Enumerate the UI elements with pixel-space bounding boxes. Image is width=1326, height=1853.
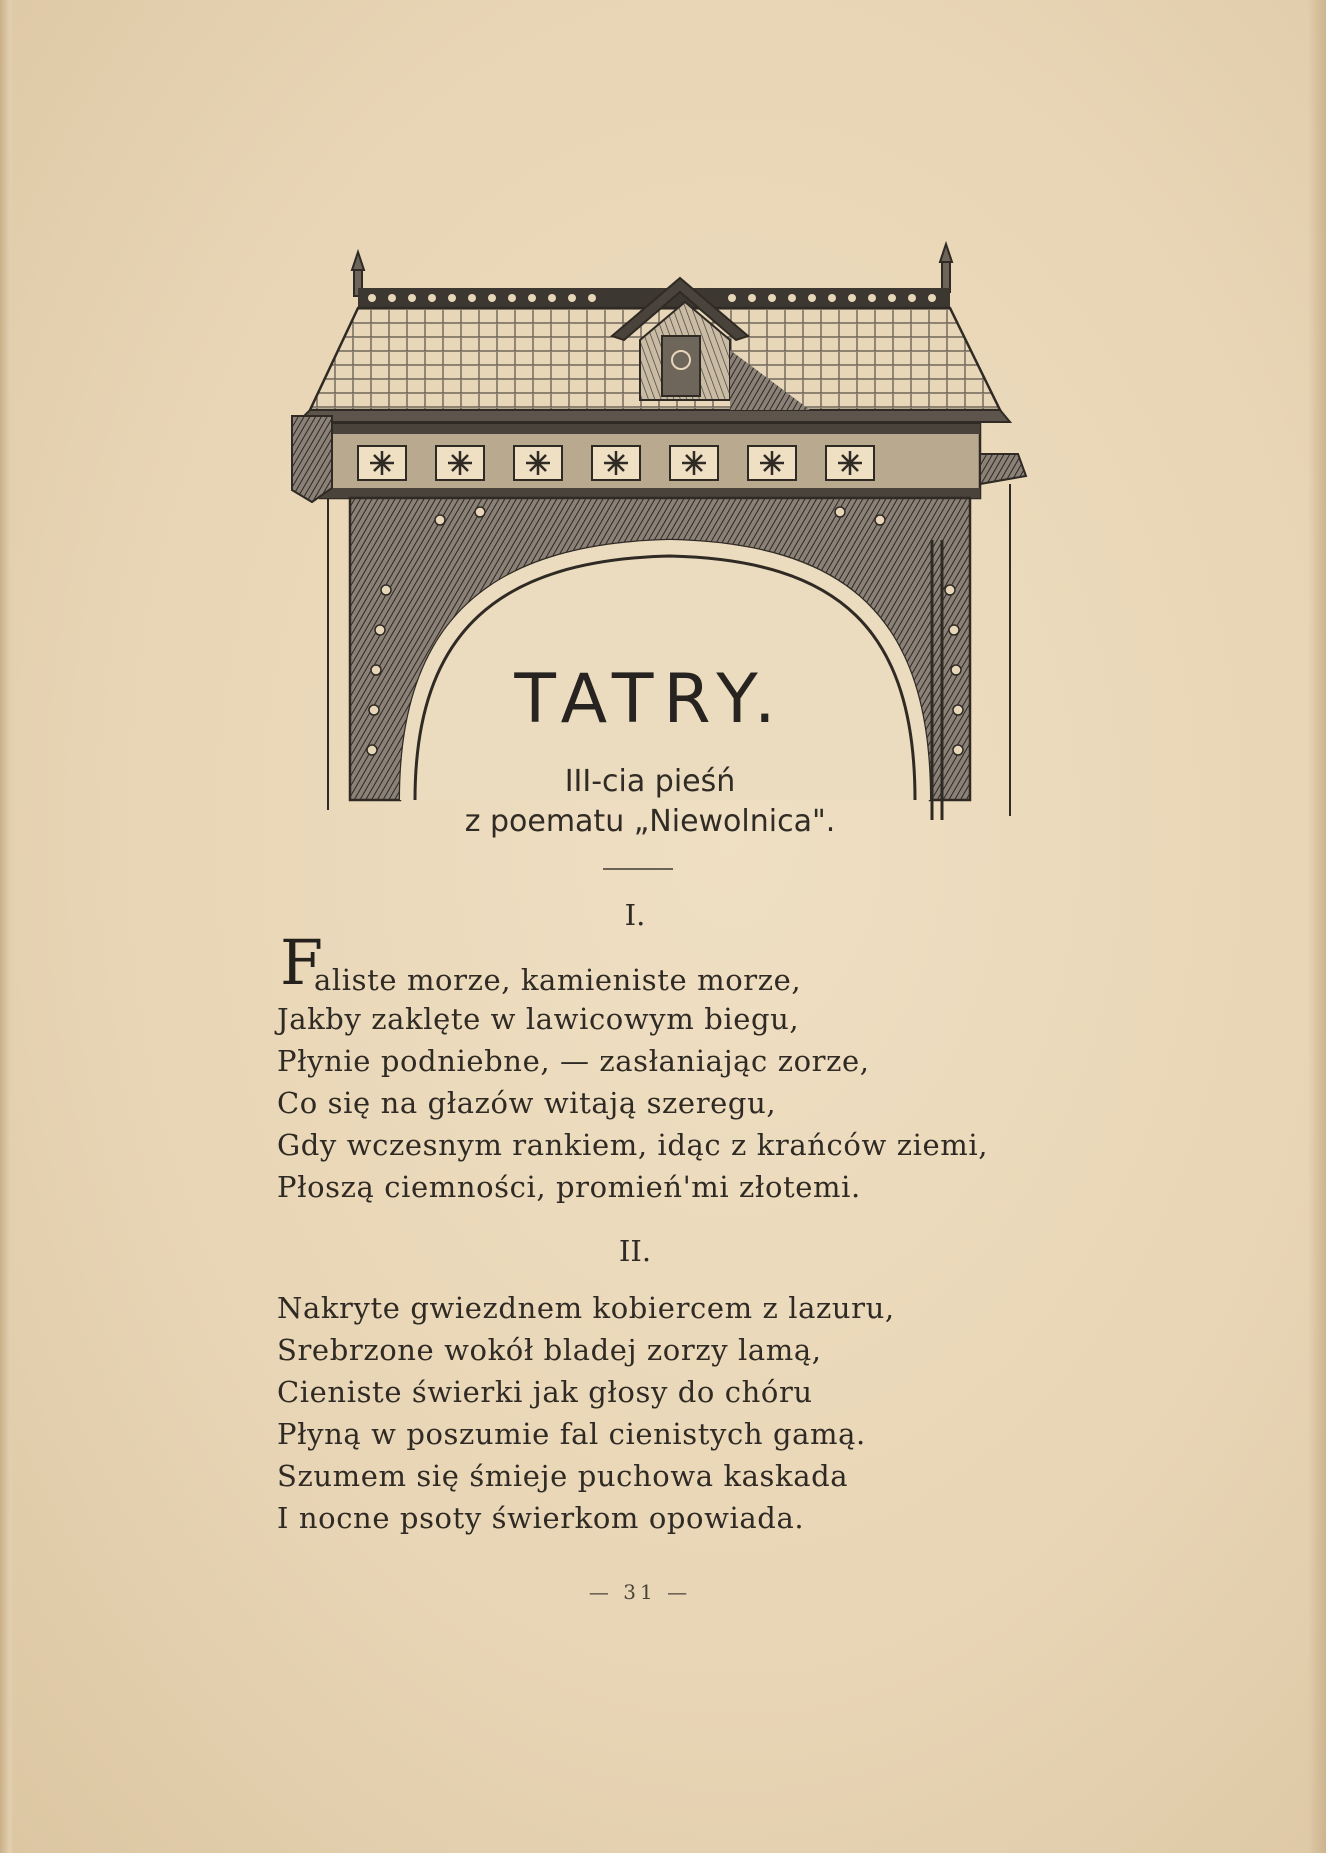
drop-cap: F (280, 926, 324, 999)
verse-line: Nakryte gwiezdnem kobiercem z lazuru, (277, 1291, 895, 1325)
subtitle-line-2: z poematu „Niewolnica". (464, 804, 836, 839)
right-finial (940, 244, 952, 292)
stanza-number-2: II. (618, 1234, 652, 1268)
verse-line: Płoszą ciemności, promień'mi złotemi. (277, 1170, 861, 1204)
stanza-2 (277, 1287, 1037, 1539)
verse-line: Gdy wczesnym rankiem, idąc z krańców ziemi, (277, 1128, 989, 1162)
verse-line: I nocne psoty świerkom opowiada. (277, 1501, 805, 1535)
verse-line: Cieniste świerki jak głosy do chóru (277, 1375, 813, 1409)
stanza-1 (277, 998, 1037, 1208)
title-divider (603, 868, 673, 870)
verse-line: Szumem się śmieje puchowa kaskada (277, 1459, 849, 1493)
wooden-gate-illustration (290, 240, 1070, 840)
page-binding-edge (0, 0, 14, 1853)
page-title: TATRY. (514, 660, 786, 739)
verse-line: Płynie podniebne, — zasłaniając zorze, (277, 1044, 870, 1078)
page-number: — 31 — (588, 1580, 692, 1604)
subtitle (440, 762, 860, 842)
stanza-1-first-line: aliste morze, kamieniste morze, (314, 963, 802, 997)
verse-line: Jakby zaklęte w lawicowym biegu, (277, 1002, 800, 1036)
verse-line: Srebrzone wokół bladej zorzy lamą, (277, 1333, 822, 1367)
stanza-number-1: I. (624, 898, 646, 932)
page-right-edge (1308, 0, 1326, 1853)
verse-line: Płyną w poszumie fal cienistych gamą. (277, 1417, 866, 1451)
subtitle-line-1: III-cia pieśń (564, 764, 736, 799)
verse-line: Co się na głazów witają szeregu, (277, 1086, 777, 1120)
